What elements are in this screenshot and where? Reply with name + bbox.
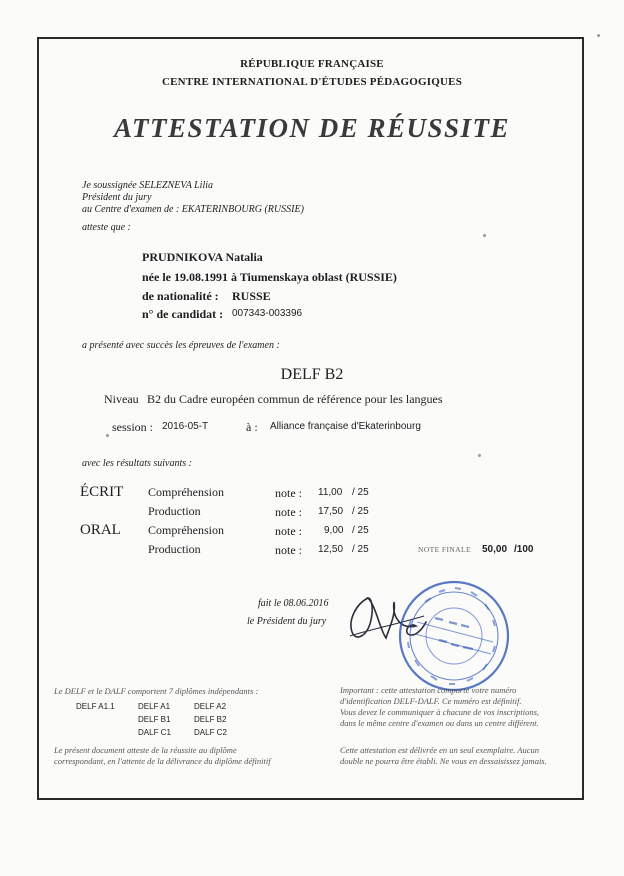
level-delf-a1: DELF A1 — [138, 702, 171, 711]
row-ecrit-production-max: / 25 — [352, 506, 369, 517]
ecrit-section: ÉCRIT — [80, 484, 124, 500]
centre-heading: CENTRE INTERNATIONAL D'ÉTUDES PÉDAGOGIQUES — [161, 76, 463, 88]
presented-text: a présenté avec succès les épreuves de l'examen : — [82, 340, 280, 351]
footer-left-note-1: Le présent document atteste de la réussite au diplôme — [54, 745, 237, 755]
official-stamp — [395, 578, 513, 694]
declaration-centre: au Centre d'examen de : EKATERINBOURG (RUSSIE) — [82, 204, 304, 215]
level-dalf-c2: DALF C2 — [194, 728, 227, 737]
level-prefix: Niveau — [104, 392, 139, 406]
results-intro: avec les résultats suivants : — [82, 458, 192, 469]
final-score: 50,00 — [482, 544, 508, 555]
row-ecrit-comprehension-label: Compréhension — [148, 485, 224, 499]
row-oral-comprehension-max: / 25 — [352, 525, 369, 536]
row-ecrit-production-score: 17,50 — [318, 506, 344, 517]
footer-diplomas-intro: Le DELF et le DALF comportent 7 diplômes indépendants : — [54, 686, 259, 696]
paper-speck — [483, 234, 486, 237]
stamp-tilted-marks — [435, 618, 473, 649]
nationality-value: RUSSE — [232, 289, 271, 303]
footer-important-1: Important : cette attestation comporte votre numéro — [340, 685, 517, 695]
session-label: session : — [112, 420, 154, 434]
candidate-birth: née le 19.08.1991 à Tiumenskaya oblast (RUSSIE) — [142, 270, 397, 284]
declaration-attests: atteste que : — [82, 222, 131, 233]
footer-important-4: dans le même centre d'examen ou dans un centre différent. — [340, 718, 539, 728]
footer-right-note-1: Cette attestation est délivrée en un seul exemplaire. Aucun — [340, 745, 539, 755]
nationality-label: de nationalité : — [142, 289, 219, 303]
row-oral-production-max: / 25 — [352, 544, 369, 555]
level-delf-a2: DELF A2 — [194, 702, 227, 711]
row-oral-comprehension-label: Compréhension — [148, 523, 224, 537]
row-ecrit-production-label: Production — [148, 504, 201, 518]
footer-important-3: Vous devez le communiquer à chacune de vos inscriptions, — [340, 707, 539, 717]
footer-right-note-2: double ne pourra être établi. Ne vous en dessaisissez jamais. — [340, 756, 547, 766]
paper-speck — [597, 34, 600, 37]
place-label: à : — [246, 420, 258, 434]
row-ecrit-comprehension-max: / 25 — [352, 487, 369, 498]
row-oral-production-label: Production — [148, 542, 201, 556]
level-dalf-c1: DALF C1 — [138, 728, 171, 737]
footer-left-note-2: correspondant, en l'attente de la délivrance du diplôme définitif — [54, 756, 271, 766]
stamp-outer-ring — [400, 582, 508, 690]
row-ecrit-comprehension-score: 11,00 — [318, 487, 343, 498]
row-oral-production-note-label: note : — [275, 543, 302, 557]
declaration-signatory: Je soussignée SELEZNEVA Lilia — [82, 180, 214, 191]
candidate-name: PRUDNIKOVA Natalia — [142, 250, 263, 264]
final-note-label: NOTE FINALE — [418, 545, 471, 554]
republic-heading: RÉPUBLIQUE FRANÇAISE — [240, 58, 384, 70]
row-ecrit-production-note-label: note : — [275, 505, 302, 519]
row-oral-comprehension-note-label: note : — [275, 524, 302, 538]
paper-speck — [478, 454, 481, 457]
signature-role: le Président du jury — [247, 616, 327, 627]
stamp-inner-ring — [426, 608, 482, 664]
row-oral-production-score: 12,50 — [318, 544, 344, 555]
row-ecrit-comprehension-note-label: note : — [275, 486, 302, 500]
final-score-max: /100 — [514, 544, 534, 555]
signature-date: fait le 08.06.2016 — [258, 598, 329, 609]
row-oral-comprehension-score: 9,00 — [324, 525, 344, 536]
stamp-center-band — [415, 622, 493, 654]
level-delf-a11: DELF A1.1 — [76, 702, 115, 711]
candidate-number-label: n° de candidat : — [142, 307, 224, 321]
declaration-role: Président du jury — [82, 192, 152, 203]
session-value: 2016-05-T — [162, 421, 209, 432]
candidate-number: 007343-003396 — [232, 308, 303, 319]
diploma-name: DELF B2 — [280, 366, 344, 383]
oral-section: ORAL — [80, 522, 121, 538]
level-text: B2 du Cadre européen commun de référence pour les langues — [147, 392, 443, 406]
page-title: ATTESTATION DE RÉUSSITE — [113, 113, 511, 143]
level-delf-b2: DELF B2 — [194, 715, 227, 724]
paper-speck — [106, 434, 109, 437]
footer-important-2: d'identification DELF-DALF. Ce numéro est définitif. — [340, 696, 522, 706]
level-delf-b1: DELF B1 — [138, 715, 171, 724]
exam-place: Alliance française d'Ekaterinbourg — [270, 421, 421, 432]
